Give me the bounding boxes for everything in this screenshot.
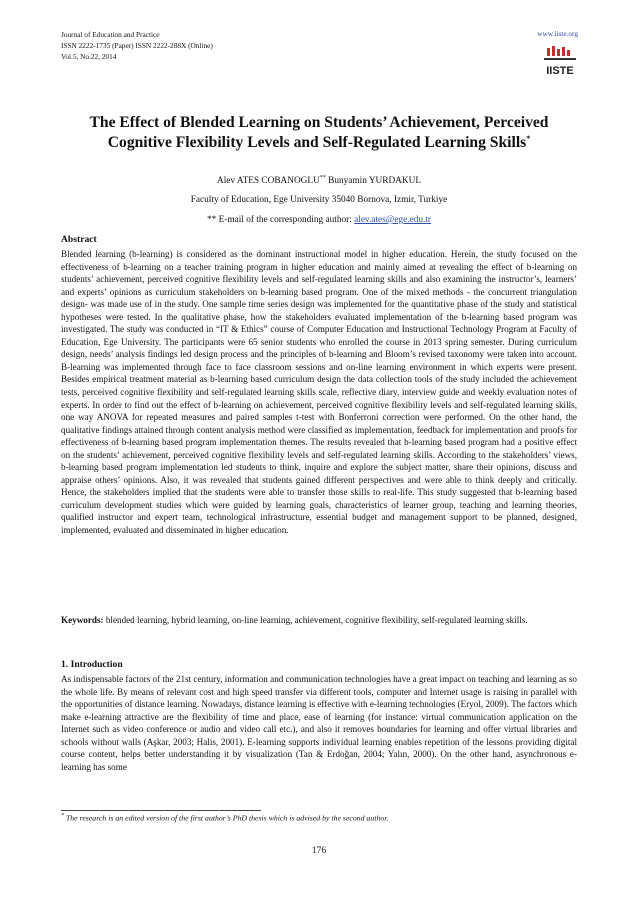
title-footnote-mark: *	[526, 133, 531, 143]
page-number: 176	[311, 845, 327, 856]
svg-text:IISTE: IISTE	[546, 65, 574, 77]
paper-title: The Effect of Blended Learning on Students’ Achievement, Perceived Cognitive Flexibility Levels and Self-Regulated Learning Skills*	[89, 114, 549, 151]
introduction-body: As indispensable factors of the 21st century, information and communication technologies have a great impact on teaching and learning as so the whole life. By means of relevant cost and high speed transfer via different tools, computer and Internet usage is raising in parallel with the opportunities of distance learning. Nowadays, distance learning is effective with e-learning technologies (Eryol, 2009). The factors which make e-learning attractive are the flexibility of time and place, ease of learning (for instance: virtual communication application on the Internet such as video conference or audio and video call etc.), and also it removes boundaries for learning and offer virtual libraries and schools without walls (Aşkar, 2003; Halis, 2001). E-learning supports individual learning enables repetition of the lessons providing digital course content, helps better understanding it by visualization (Tan & Erdoğan, 2004; Yalın, 2000). On the other hand, asynchronous e-learning has some	[61, 674, 577, 772]
iiste-logo	[541, 46, 579, 80]
footnote: * The research is an edited version of the first author’s PhD thesis which is advised by the second author.	[61, 813, 389, 823]
keywords-label: Keywords:	[61, 615, 104, 625]
author-line: Alev ATES COBANOGLU** Bunyamin YURDAKUL	[217, 175, 421, 187]
journal-issn: ISSN 2222-1735 (Paper) ISSN 2222-288X (Online)	[61, 41, 213, 50]
footnote-rule	[61, 810, 261, 811]
author-1: Alev ATES COBANOGLU	[217, 176, 320, 187]
journal-volume: Vol.5, No.22, 2014	[61, 52, 117, 61]
abstract-body: Blended learning (b-learning) is considered as the dominant instructional model in higher education. Herein, the study focused on the effectiveness of b-learning on a teacher training program in higher education and mainly aimed at revealing the effect of b-learning on students’ achievement, perceived cognitive flexibility levels and self-regulated learning skills and also examining the instructor’s, learners’ and experts’ opinions as curriculum stakeholders on b-learning based program. One of the mixed methods - the concurrent triangulation design- was made use of in the study. One sample time series design was implemented for the quantitative phase of the study and statistical hypotheses were tested. In the qualitative phase, how the stakeholders evaluated implementation of the b-learning based program was investigated. The study was conducted in “IT & Ethics” course of Computer Education and Instructional Technology Program at Faculty of Education, Ege University. The participants were 65 senior students who enrolled the course in 2013 spring semester. During curriculum design, needs’ analysis findings led design process and the principles of b-learning and Bloom’s revised taxonomy were taken into account. B-learning was implemented through face to face classroom sessions and on-line learning environment in which experts were present. Besides empirical treatment material as b-learning based curriculum design the data collection tools of the study included the achievement tests, perceived cognitive flexibility and self-regulated learning skills scale, reflective diary, interview guide and weekly evaluation notes of experts. In order to find out the effect of b-learning on achievement, perceived cognitive flexibility levels and self-regulated learning skills, one way ANOVA for repeated measures and paired samples t-test with Bonferroni correction were performed. On the other hand, the qualitative findings attained through content analysis method were classified as implementation, feedback for implementation and proofs for effectiveness of b-learning based program implementation themes. The results revealed that b-learning based program had a positive effect on the students’ achievement, perceived cognitive flexibility levels and self-regulated learning skills. According to the stakeholders’ views, b-learning based program implementation led students to think, inquire and explore the subject matter, share their opinions, discuss and appraise others’ opinions. Also, it was revealed that students gained different perspectives and were able to think deeply and critically. Hence, the stakeholders implied that the students were able to transfer those skills to real-life. This study suggested that b-learning based curriculum development studies which were guided by learning goals, characteristics of learner group, teaching and learning theories, qualified instructor and expert team, technological infrastructure, essential budget and management support to be planned, designed, implemented, evaluated and disseminated in higher education.	[61, 249, 577, 536]
journal-url-link[interactable]: www.iiste.org	[537, 29, 578, 38]
affiliation: Faculty of Education, Ege University 35040 Bornova, Izmir, Turkiye	[190, 195, 448, 205]
keywords	[61, 614, 577, 627]
email-link[interactable]: alev.ates@ege.edu.tr	[354, 215, 432, 225]
introduction-heading: 1. Introduction	[61, 659, 123, 670]
journal-header	[61, 29, 213, 62]
abstract-heading: Abstract	[61, 234, 97, 245]
author-2: Bunyamin YURDAKUL	[325, 176, 421, 187]
keywords-text: blended learning, hybrid learning, on-line learning, achievement, cognitive flexibility, self-regulated learning skills.	[103, 615, 528, 625]
journal-name: Journal of Education and Practice	[61, 30, 160, 39]
corresponding-email-line: ** E-mail of the corresponding author: alev.ates@ege.edu.tr	[206, 215, 432, 225]
